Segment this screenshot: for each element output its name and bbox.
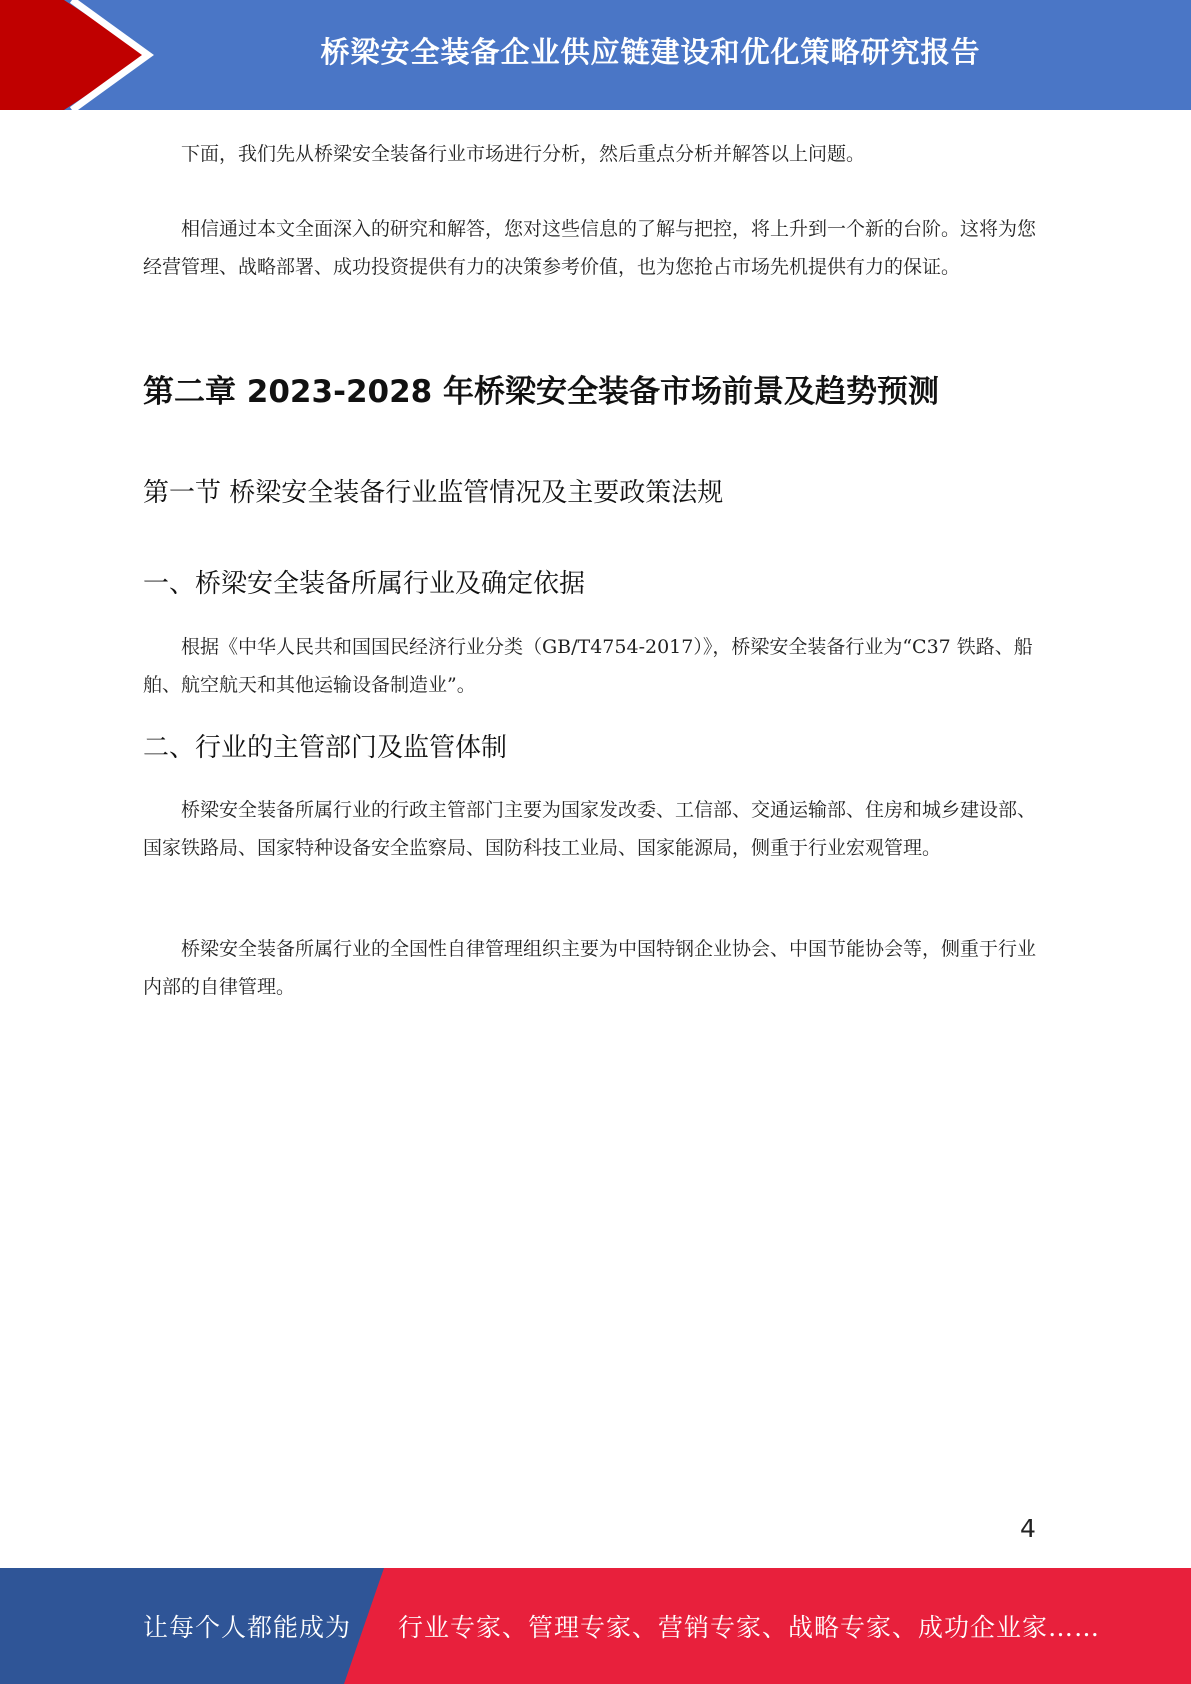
paragraph-self-regulation: 桥梁安全装备所属行业的全国性自律管理组织主要为中国特钢企业协会、中国节能协会等，侧重于行业内部的自律管理。 — [143, 938, 1037, 998]
footer-slogan-lead: 让每个人都能成为 — [143, 1613, 352, 1642]
paragraph-value: 相信通过本文全面深入的研究和解答，您对这些信息的了解与把控，将上升到一个新的台阶。这将为您经营管理、战略部署、成功投资提供有力的决策参考价值，也为您抢占市场先机提供有力的保证。 — [143, 218, 1037, 278]
page-number: 4 — [1020, 1514, 1036, 1543]
chapter-title: 第二章 2023-2028 年桥梁安全装备市场前景及趋势预测 — [143, 374, 940, 410]
subsection-title-2: 二、行业的主管部门及监管体制 — [143, 733, 508, 763]
page-footer — [0, 1568, 1191, 1684]
paragraph-authorities: 桥梁安全装备所属行业的行政主管部门主要为国家发改委、工信部、交通运输部、住房和城乡建设部、国家铁路局、国家特种设备安全监察局、国防科技工业局、国家能源局，侧重于行业宏观管理。 — [143, 799, 1037, 859]
document-title: 桥梁安全装备企业供应链建设和优化策略研究报告 — [320, 34, 981, 69]
subsection-title-1: 一、桥梁安全装备所属行业及确定依据 — [143, 569, 586, 599]
paragraph-classification: 根据《中华人民共和国国民经济行业分类（GB/T4754-2017）》，桥梁安全装备行业为“C37 铁路、船舶、航空航天和其他运输设备制造业”。 — [143, 636, 1033, 696]
section-title: 第一节 桥梁安全装备行业监管情况及主要政策法规 — [143, 478, 724, 508]
page-header — [0, 0, 1191, 110]
footer-slogan-list: 行业专家、管理专家、营销专家、战略专家、成功企业家…… — [398, 1613, 1101, 1642]
paragraph-intro: 下面，我们先从桥梁安全装备行业市场进行分析，然后重点分析并解答以上问题。 — [181, 143, 866, 165]
